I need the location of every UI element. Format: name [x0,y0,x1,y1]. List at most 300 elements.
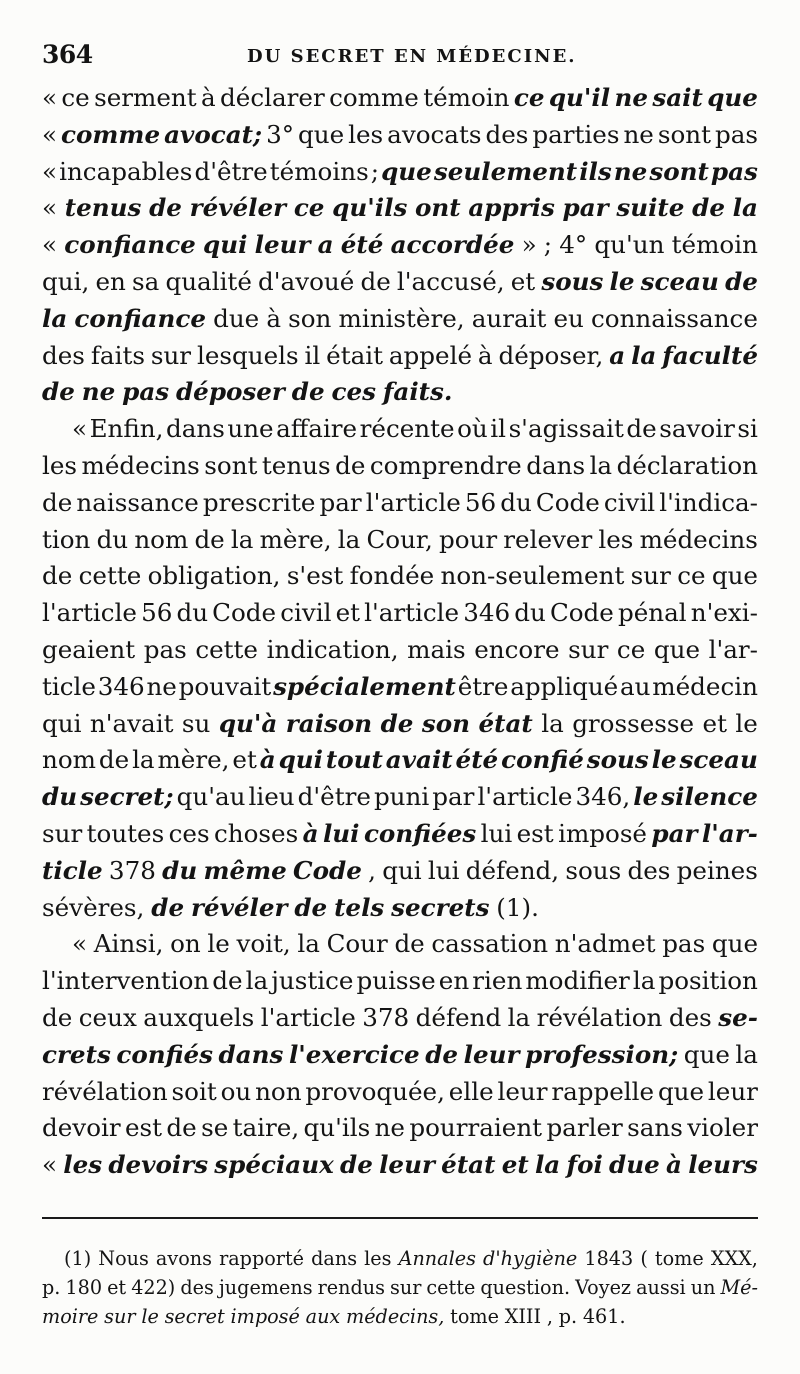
word: le [207,929,230,959]
word: lui [427,855,460,885]
word: ces [168,818,210,848]
italic-word: pas [710,156,758,186]
word: récente [359,414,455,444]
word: pour [438,524,498,554]
word: aurait [471,303,547,333]
word: à [266,303,282,333]
word: témoin [423,83,510,112]
word: s'agissait [508,414,624,444]
word: appliqué [510,671,619,701]
word: incapables [59,156,193,186]
word: rien [472,966,523,996]
word: et [232,745,257,775]
text-line [42,190,758,227]
italic-word: devoirs [108,1150,209,1180]
word: de [394,929,425,959]
running-title: DU SECRET EN MÉDECINE. [247,46,577,67]
italic-word: de [151,892,185,922]
word: lesquels [196,340,299,370]
word: ; [543,230,553,260]
word: Ainsi, [93,929,164,959]
word: rapporté [219,1247,305,1270]
word: à [477,340,493,370]
word: mais [407,634,466,664]
italic-word: de [692,193,725,223]
word: nom [42,745,96,775]
word: avocats [387,119,482,149]
word: savoir [659,414,735,444]
italic-word: été [340,230,384,260]
text-line [42,595,758,632]
footnote-line [42,1302,758,1331]
word: de [335,450,366,480]
word: la [507,1002,531,1032]
word: il [304,340,321,370]
italic-word: la [42,303,68,333]
text-line [42,926,758,963]
word: jugemens [218,1276,313,1299]
word: parties [532,119,620,149]
italic-word: de [149,193,182,223]
italic-word: par [651,818,698,848]
word: 346, [575,782,631,812]
word: sous [565,855,622,885]
word: la [132,745,155,775]
word: par [432,782,475,812]
word: Voyez [575,1276,632,1299]
text-line [42,816,758,853]
word: de [42,487,73,517]
word: à [201,83,216,112]
word: 422) [131,1276,176,1299]
word: due [213,303,260,333]
italic-word: que [381,156,432,186]
word: civil [603,487,656,517]
word: témoins [269,156,369,186]
italic-word: profession; [525,1039,679,1069]
italic-word: de [42,377,75,407]
italic-word: dans [218,1039,284,1069]
word: et [702,708,727,738]
word: de [98,745,130,775]
word: (1). [496,892,539,922]
text-line [42,448,758,485]
word: l'accusé, [396,266,505,296]
italic-word: confiance [64,230,196,260]
italic-word: le [141,1305,159,1328]
italic-word: de [425,1039,459,1069]
word: choses [213,818,299,848]
word: Code [212,598,277,628]
italic-word: l'ar- [701,818,758,848]
word: 346 [97,671,145,701]
word: 4° [559,230,588,260]
word: provoquée, [305,1076,445,1106]
word: sur [568,634,609,664]
word: peines [676,855,758,885]
word: cette [426,1276,476,1299]
italic-word: médecins, [346,1305,445,1328]
italic-word: de [294,892,328,922]
word: indication, [266,634,399,664]
italic-word: tels [334,892,385,922]
running-head [42,40,758,74]
word: que [653,634,700,664]
word: l'article [260,1002,356,1032]
word: sont [657,119,711,149]
word: fondée [349,561,435,591]
word: ticle [42,671,96,701]
italic-word: par [562,193,609,223]
text-line [42,522,758,559]
text-line [42,374,758,411]
text-line [42,890,758,927]
word: qu'ils [303,1113,371,1143]
italic-word: son [421,708,471,738]
word: grossesse [572,708,695,738]
word: Code [549,598,614,628]
word: « [42,156,58,186]
text-line [42,264,758,301]
word: tion [42,524,91,554]
word: XXX, [710,1247,758,1270]
word: 378 [362,1002,410,1032]
word: n'admet [554,929,656,959]
word: par [319,487,362,517]
word: ( [640,1247,648,1270]
text-line [42,1110,758,1147]
word: lui [480,818,513,848]
word: qu'au [176,782,246,812]
word: taire, [232,1113,300,1143]
italic-word: état [441,1150,496,1180]
italic-word: secret [164,1305,225,1328]
word: un [690,1276,716,1299]
word: l'indica- [659,487,758,517]
word: pourraient [409,1113,543,1143]
word: on [170,929,201,959]
word: révélation [42,1076,168,1106]
word: déclaration [616,450,758,480]
text-line [42,1147,758,1184]
word: imposé [558,818,647,848]
italic-word: ces [331,377,376,407]
text-line [42,117,758,154]
italic-word: révéler [189,193,287,223]
italic-word: ce [513,83,545,112]
word: que [711,929,758,959]
word: sur [630,561,671,591]
word: de [42,1002,73,1032]
word: mère, [157,745,230,775]
word: « [42,1150,58,1180]
word: 180 [65,1276,103,1299]
italic-word: secrets [391,892,490,922]
footnote-line [42,1244,758,1273]
word: dans [165,414,225,444]
word: comme [329,83,419,112]
word: défend, [465,855,560,885]
word: et [107,1276,127,1299]
word: la [589,450,613,480]
italic-word: leur [379,1150,435,1180]
word: que [711,561,758,591]
word: le [735,708,758,738]
italic-word: confiance [74,303,206,333]
word: et [510,266,536,296]
word: les [364,1247,392,1270]
text-line [42,853,758,890]
word: et [335,598,361,628]
word: tome [654,1247,704,1270]
italic-word: la [534,1150,561,1180]
word: cassation [431,929,549,959]
italic-word: sceau [679,745,758,775]
word: au [620,671,651,701]
word: rendus [317,1276,385,1299]
word: la [632,966,656,996]
text-line [42,742,758,779]
word: rappelle [551,1076,655,1106]
italic-word: et [501,1150,529,1180]
italic-word: tenus [64,193,142,223]
word: 461. [582,1305,626,1328]
word: sur [390,1276,422,1299]
word: tome [450,1305,499,1328]
word: de [212,966,243,996]
word: sa [132,266,160,296]
italic-word: sur [104,1305,136,1328]
italic-word: état [478,708,533,738]
word: p. [558,1305,578,1328]
body-text [42,80,758,1184]
text-line [42,706,758,743]
word: sur [42,818,83,848]
word: « [72,414,88,444]
word: 3° [266,119,295,149]
word: pénal [617,598,687,628]
word: 378 [108,855,156,885]
text-line [42,80,758,117]
italic-word: sait [652,83,703,112]
word: « [42,193,58,223]
italic-word: leur [254,230,311,260]
word: civil [280,598,332,628]
word: elle [448,1076,494,1106]
italic-word: confiées [363,818,477,848]
italic-word: confiés [116,1039,213,1069]
word: l'article [365,487,461,517]
text-line [42,227,758,264]
word: ne [374,1113,405,1143]
italic-word: ne [614,83,649,112]
word: « [42,230,58,260]
word: Code [535,487,600,517]
word: qualité [165,266,252,296]
word: su [181,708,211,738]
word: qui [42,708,82,738]
word: geaient [42,634,136,664]
italic-word: du [42,782,78,812]
italic-word: de [291,377,325,407]
word: que [657,1076,705,1106]
word: auxquels [143,1002,255,1032]
word: question. [480,1276,571,1299]
word: ne [146,671,177,701]
word: est [516,818,554,848]
word: du [176,598,209,628]
italic-word: appris [468,193,555,223]
italic-word: ils [579,156,612,186]
word: qui, [42,266,90,296]
italic-word: raison [285,708,373,738]
italic-word: comme [61,119,161,149]
italic-word: d'hygiène [483,1247,578,1270]
word: connaissance [591,303,758,333]
text-line [42,632,758,669]
italic-word: révéler [190,892,288,922]
word: faits [90,340,145,370]
word: qui [382,855,422,885]
word: Cour [326,929,388,959]
italic-word: sceau [640,266,719,296]
word: leur [707,1076,758,1106]
word: comprendre [369,450,522,480]
word: de [42,561,73,591]
italic-word: pas [122,377,170,407]
word: médecin [652,671,758,701]
text-line [42,154,758,191]
text-line [42,558,758,595]
word: pas [714,119,758,149]
word: n'avait [89,708,174,738]
word: , [368,855,376,885]
word: dans [526,450,586,480]
italic-word: seulement [433,156,578,186]
word: avons [155,1247,212,1270]
word: modifier [525,966,630,996]
word: s'est [286,561,344,591]
word: que [683,1039,730,1069]
word: ce [61,83,90,112]
word: médecins [639,524,758,554]
word: ministère, [338,303,465,333]
word: devoir [42,1113,121,1143]
word: ce [616,634,646,664]
word: relever [503,524,593,554]
italic-word: sous [586,745,649,775]
italic-word: leur [463,1039,520,1069]
word: des [668,1002,712,1032]
word: nom [134,524,189,554]
word: cette [195,634,258,664]
footnote [42,1244,758,1331]
word: soit [171,1076,217,1106]
word: 1843 [584,1247,634,1270]
italic-word: secret; [80,782,174,812]
italic-word: l'exercice [288,1039,420,1069]
text-line [42,411,758,448]
italic-word: la [732,193,758,223]
italic-word: due [609,1150,660,1180]
word: Cour, [366,524,433,554]
word: en [95,266,126,296]
word: l'article [477,782,573,812]
word: violer [687,1113,758,1143]
italic-word: à [666,1150,682,1180]
word: des [180,1276,214,1299]
italic-word: faculté [662,340,758,370]
page-number: 364 [42,40,93,69]
word: sans [627,1113,683,1143]
italic-word: foi [566,1150,603,1180]
italic-word: leurs [688,1150,758,1180]
word: médecins [81,450,200,480]
word: du [96,524,129,554]
word: encore [474,634,560,664]
italic-word: ont [415,193,461,223]
italic-word: se- [718,1002,758,1032]
italic-word: ne [613,156,648,186]
footnote-line [42,1273,758,1302]
word: Enfin, [89,414,164,444]
text-line [42,1037,758,1074]
word: non-seulement [440,561,625,591]
word: qu'un [594,230,665,260]
word: « [42,83,58,112]
word: pas [662,929,706,959]
word: sévères, [42,892,145,922]
italic-word: Annales [398,1247,476,1270]
word: ce [677,561,706,591]
italic-word: sous [541,266,604,296]
text-line [42,301,758,338]
italic-word: spécialement [273,671,456,701]
word: de [166,1113,197,1143]
word: la [245,966,269,996]
word: l'article [42,598,137,628]
text-line [42,779,758,816]
word: 346 [463,598,511,628]
word: toutes [86,818,165,848]
text-line [42,338,758,375]
italic-word: qu'à [218,708,278,738]
word: lieu [248,782,295,812]
italic-word: ne [81,377,116,407]
italic-word: lui [322,818,360,848]
italic-word: avocat; [164,119,263,149]
word: mère, [259,524,332,554]
italic-word: ce [293,193,325,223]
italic-word: le [651,745,677,775]
italic-word: crets [42,1039,111,1069]
word: prescrite [202,487,316,517]
word: que [298,119,345,149]
word: révélation [536,1002,663,1032]
word: naissance [76,487,199,517]
italic-word: Mé- [720,1276,758,1299]
word: appelé [388,340,473,370]
italic-word: confié [501,745,584,775]
word: des [485,119,529,149]
italic-word: que [707,83,758,112]
word: des [627,855,671,885]
italic-word: tout [325,745,383,775]
word: eu [553,303,584,333]
word: serment [94,83,197,112]
word: où [457,414,488,444]
word: d'avoué [258,266,355,296]
